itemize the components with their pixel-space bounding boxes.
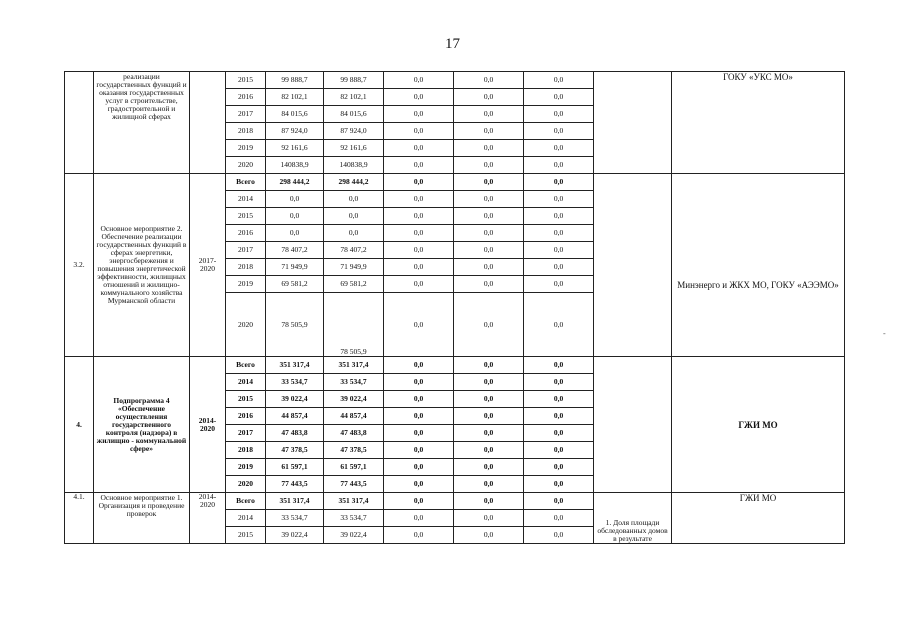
table-row [65, 72, 845, 89]
other-sources-cell: 0,0 [524, 293, 594, 357]
regional-budget-cell: 84 015,6 [324, 106, 384, 123]
other-sources-cell: 0,0 [524, 123, 594, 140]
federal-budget-cell: 0,0 [384, 374, 454, 391]
local-budget-cell: 0,0 [454, 391, 524, 408]
local-budget-cell: 0,0 [454, 123, 524, 140]
local-budget-cell: 0,0 [454, 106, 524, 123]
total-cell: 47 483,8 [266, 425, 324, 442]
period: 2014-2020 [190, 357, 226, 493]
row-number: 4. [65, 357, 94, 493]
indicator-cell: 1. Доля площади обследованных домов в результате [594, 493, 672, 544]
other-sources-cell: 0,0 [524, 225, 594, 242]
federal-budget-cell: 0,0 [384, 408, 454, 425]
total-cell: 39 022,4 [266, 527, 324, 544]
other-sources-cell: 0,0 [524, 442, 594, 459]
total-cell: 99 888,7 [266, 72, 324, 89]
other-sources-cell: 0,0 [524, 191, 594, 208]
local-budget-cell: 0,0 [454, 89, 524, 106]
total-cell: 0,0 [266, 208, 324, 225]
federal-budget-cell: 0,0 [384, 106, 454, 123]
year-cell: Всего [226, 174, 266, 191]
executor-cell: ГЖИ МО [672, 357, 845, 493]
total-cell: 78 505,9 [266, 293, 324, 357]
other-sources-cell: 0,0 [524, 259, 594, 276]
year-cell: 2020 [226, 157, 266, 174]
federal-budget-cell: 0,0 [384, 208, 454, 225]
local-budget-cell: 0,0 [454, 174, 524, 191]
federal-budget-cell: 0,0 [384, 493, 454, 510]
total-cell: 351 317,4 [266, 493, 324, 510]
year-cell: 2017 [226, 242, 266, 259]
federal-budget-cell: 0,0 [384, 174, 454, 191]
federal-budget-cell: 0,0 [384, 442, 454, 459]
total-cell: 33 534,7 [266, 374, 324, 391]
regional-budget-cell: 61 597,1 [324, 459, 384, 476]
regional-budget-cell: 78 407,2 [324, 242, 384, 259]
other-sources-cell: 0,0 [524, 374, 594, 391]
activity-name: реализации государственных функций и оказания государственных услуг в строительстве, градостроительной и жилищной сферах [94, 72, 190, 174]
activity-name: Основное мероприятие 1. Организация и проведение проверок [94, 493, 190, 544]
local-budget-cell: 0,0 [454, 242, 524, 259]
federal-budget-cell: 0,0 [384, 225, 454, 242]
federal-budget-cell: 0,0 [384, 242, 454, 259]
local-budget-cell: 0,0 [454, 476, 524, 493]
local-budget-cell: 0,0 [454, 493, 524, 510]
executor-cell: ГЖИ МО [672, 493, 845, 544]
year-cell: 2018 [226, 259, 266, 276]
local-budget-cell: 0,0 [454, 425, 524, 442]
total-cell: 33 534,7 [266, 510, 324, 527]
local-budget-cell: 0,0 [454, 357, 524, 374]
other-sources-cell: 0,0 [524, 391, 594, 408]
period: 2017-2020 [190, 174, 226, 357]
local-budget-cell: 0,0 [454, 510, 524, 527]
total-cell: 82 102,1 [266, 89, 324, 106]
regional-budget-cell: 77 443,5 [324, 476, 384, 493]
period: 2014-2020 [190, 493, 226, 544]
regional-budget-cell: 140838,9 [324, 157, 384, 174]
year-cell: 2014 [226, 510, 266, 527]
regional-budget-cell: 33 534,7 [324, 374, 384, 391]
regional-budget-cell: 351 317,4 [324, 493, 384, 510]
year-cell: 2020 [226, 476, 266, 493]
total-cell: 298 444,2 [266, 174, 324, 191]
year-cell: 2019 [226, 140, 266, 157]
regional-budget-cell: 0,0 [324, 225, 384, 242]
table-row [65, 174, 845, 191]
other-sources-cell: 0,0 [524, 527, 594, 544]
regional-budget-cell: 351 317,4 [324, 357, 384, 374]
federal-budget-cell: 0,0 [384, 276, 454, 293]
federal-budget-cell: 0,0 [384, 459, 454, 476]
total-cell: 351 317,4 [266, 357, 324, 374]
year-cell: 2015 [226, 391, 266, 408]
total-cell: 77 443,5 [266, 476, 324, 493]
local-budget-cell: 0,0 [454, 140, 524, 157]
total-cell: 140838,9 [266, 157, 324, 174]
indicator-cell [594, 72, 672, 174]
activity-name: Основное мероприятие 2. Обеспечение реализации государственных функций в сферах энергетики, энергосбережения и повышения энергетической эффективности, жилищных отношений и жилищно-коммунального хозяйства Мурманской области [94, 174, 190, 357]
federal-budget-cell: 0,0 [384, 357, 454, 374]
other-sources-cell: 0,0 [524, 357, 594, 374]
federal-budget-cell: 0,0 [384, 391, 454, 408]
local-budget-cell: 0,0 [454, 408, 524, 425]
regional-budget-cell: 0,0 [324, 191, 384, 208]
local-budget-cell: 0,0 [454, 191, 524, 208]
year-cell: Всего [226, 493, 266, 510]
total-cell: 0,0 [266, 225, 324, 242]
total-cell: 92 161,6 [266, 140, 324, 157]
total-cell: 0,0 [266, 191, 324, 208]
other-sources-cell: 0,0 [524, 174, 594, 191]
year-cell: 2014 [226, 374, 266, 391]
regional-budget-cell: 44 857,4 [324, 408, 384, 425]
other-sources-cell: 0,0 [524, 242, 594, 259]
regional-budget-cell: 92 161,6 [324, 140, 384, 157]
year-cell: 2019 [226, 459, 266, 476]
federal-budget-cell: 0,0 [384, 72, 454, 89]
row-number [65, 72, 94, 174]
federal-budget-cell: 0,0 [384, 140, 454, 157]
other-sources-cell: 0,0 [524, 89, 594, 106]
regional-budget-cell: 39 022,4 [324, 527, 384, 544]
local-budget-cell: 0,0 [454, 442, 524, 459]
year-cell: 2015 [226, 72, 266, 89]
regional-budget-cell: 47 378,5 [324, 442, 384, 459]
federal-budget-cell: 0,0 [384, 191, 454, 208]
other-sources-cell: 0,0 [524, 106, 594, 123]
activity-name: Подпрограмма 4 «Обеспечение осуществления государственного контроля (надзора) в жилищно - коммунальной сфере» [94, 357, 190, 493]
other-sources-cell: 0,0 [524, 459, 594, 476]
federal-budget-cell: 0,0 [384, 89, 454, 106]
other-sources-cell: 0,0 [524, 425, 594, 442]
other-sources-cell: 0,0 [524, 72, 594, 89]
regional-budget-cell: 87 924,0 [324, 123, 384, 140]
table-row [65, 357, 845, 374]
other-sources-cell: 0,0 [524, 476, 594, 493]
other-sources-cell: 0,0 [524, 140, 594, 157]
year-cell: 2017 [226, 425, 266, 442]
year-cell: 2015 [226, 527, 266, 544]
local-budget-cell: 0,0 [454, 225, 524, 242]
executor-cell: Минэнерго и ЖКХ МО, ГОКУ «АЭЭМО» [672, 174, 845, 357]
local-budget-cell: 0,0 [454, 259, 524, 276]
total-cell: 61 597,1 [266, 459, 324, 476]
federal-budget-cell: 0,0 [384, 476, 454, 493]
local-budget-cell: 0,0 [454, 527, 524, 544]
local-budget-cell: 0,0 [454, 459, 524, 476]
table-row [65, 493, 845, 510]
federal-budget-cell: 0,0 [384, 157, 454, 174]
total-cell: 84 015,6 [266, 106, 324, 123]
local-budget-cell: 0,0 [454, 72, 524, 89]
regional-budget-cell: 99 888,7 [324, 72, 384, 89]
regional-budget-cell: 82 102,1 [324, 89, 384, 106]
total-cell: 47 378,5 [266, 442, 324, 459]
total-cell: 44 857,4 [266, 408, 324, 425]
total-cell: 69 581,2 [266, 276, 324, 293]
year-cell: 2015 [226, 208, 266, 225]
local-budget-cell: 0,0 [454, 276, 524, 293]
other-sources-cell: 0,0 [524, 510, 594, 527]
regional-budget-cell: 298 444,2 [324, 174, 384, 191]
row-number: 3.2. [65, 174, 94, 357]
total-cell: 39 022,4 [266, 391, 324, 408]
federal-budget-cell: 0,0 [384, 293, 454, 357]
federal-budget-cell: 0,0 [384, 510, 454, 527]
year-cell: Всего [226, 357, 266, 374]
period [190, 72, 226, 174]
regional-budget-cell: 78 505,9 [324, 293, 384, 357]
federal-budget-cell: 0,0 [384, 123, 454, 140]
regional-budget-cell: 47 483,8 [324, 425, 384, 442]
other-sources-cell: 0,0 [524, 208, 594, 225]
indicator-cell [594, 174, 672, 357]
scan-mark: - [883, 329, 886, 338]
year-cell: 2018 [226, 123, 266, 140]
other-sources-cell: 0,0 [524, 157, 594, 174]
total-cell: 71 949,9 [266, 259, 324, 276]
row-number: 4.1. [65, 493, 94, 544]
local-budget-cell: 0,0 [454, 293, 524, 357]
regional-budget-cell: 69 581,2 [324, 276, 384, 293]
year-cell: 2020 [226, 293, 266, 357]
total-cell: 78 407,2 [266, 242, 324, 259]
regional-budget-cell: 39 022,4 [324, 391, 384, 408]
indicator-cell [594, 357, 672, 493]
year-cell: 2014 [226, 191, 266, 208]
regional-budget-cell: 0,0 [324, 208, 384, 225]
federal-budget-cell: 0,0 [384, 259, 454, 276]
local-budget-cell: 0,0 [454, 157, 524, 174]
total-cell: 87 924,0 [266, 123, 324, 140]
year-cell: 2016 [226, 225, 266, 242]
year-cell: 2016 [226, 89, 266, 106]
local-budget-cell: 0,0 [454, 374, 524, 391]
federal-budget-cell: 0,0 [384, 425, 454, 442]
year-cell: 2018 [226, 442, 266, 459]
year-cell: 2017 [226, 106, 266, 123]
other-sources-cell: 0,0 [524, 276, 594, 293]
page-number: 17 [445, 36, 460, 52]
local-budget-cell: 0,0 [454, 208, 524, 225]
federal-budget-cell: 0,0 [384, 527, 454, 544]
regional-budget-cell: 33 534,7 [324, 510, 384, 527]
program-funding-table [64, 71, 845, 544]
other-sources-cell: 0,0 [524, 408, 594, 425]
other-sources-cell: 0,0 [524, 493, 594, 510]
year-cell: 2019 [226, 276, 266, 293]
regional-budget-cell: 71 949,9 [324, 259, 384, 276]
executor-cell: ГОКУ «УКС МО» [672, 72, 845, 174]
year-cell: 2016 [226, 408, 266, 425]
